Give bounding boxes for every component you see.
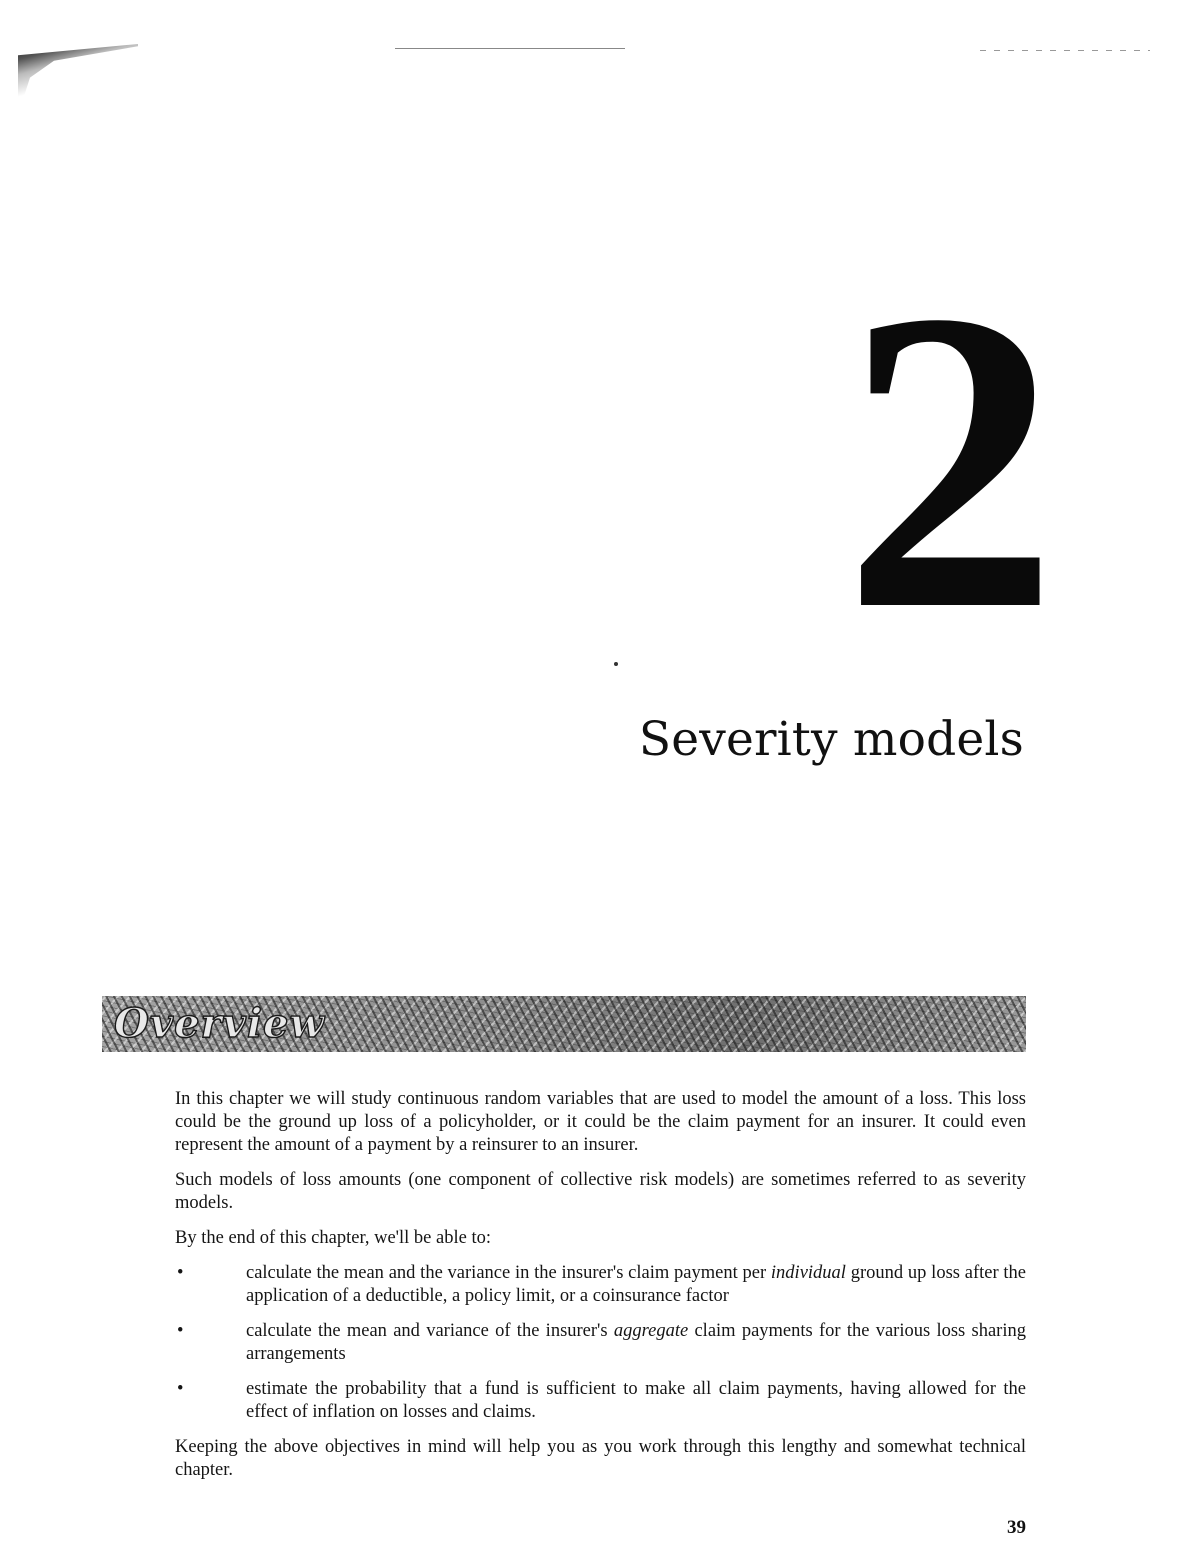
chapter-number: 2 (843, 223, 1058, 699)
objective-text: claim payments for the various loss sharing arrangements (246, 1321, 1026, 1364)
objective-text: ground up loss after the application of a deductible, a policy limit, or a coinsurance factor (246, 1263, 1026, 1306)
intro-paragraph: In this chapter we will study continuous random variables that are used to model the amount of a loss. This loss could be the ground up loss of a policyholder, or it could be the claim payment for an insurer. It could even represent the amount of a payment by a reinsurer to an insurer. (175, 1089, 1026, 1155)
overview-heading: Overview (114, 1000, 325, 1047)
objective-item (175, 1262, 1026, 1308)
objective-item (175, 1378, 1026, 1424)
objective-text: calculate the mean and variance of the insurer's (246, 1321, 614, 1341)
bullet-icon: • (177, 1263, 184, 1283)
overview-banner (102, 996, 1026, 1052)
scan-line-artifact (980, 50, 1150, 51)
scan-speck (614, 662, 618, 666)
overview-body (175, 1088, 1026, 1494)
objectives-list (175, 1262, 1026, 1424)
scan-corner-artifact (18, 44, 138, 100)
objective-emphasis: aggregate (613, 1321, 689, 1341)
intro-paragraph: Such models of loss amounts (one component of collective risk models) are sometimes referred to as severity models. (175, 1170, 1026, 1213)
objective-item (175, 1320, 1026, 1366)
objective-text: calculate the mean and the variance in the insurer's claim payment per (246, 1263, 771, 1283)
bullet-icon: • (177, 1321, 184, 1341)
page-number: 39 (1007, 1517, 1026, 1538)
objective-text: estimate the probability that a fund is sufficient to make all claim payments, having allowed for the effect of inflation on losses and claims. (246, 1379, 1026, 1422)
scan-line-artifact (395, 48, 625, 49)
closing-paragraph: Keeping the above objectives in mind will help you as you work through this lengthy and somewhat technical chapter. (175, 1437, 1026, 1480)
objectives-lead: By the end of this chapter, we'll be able to: (175, 1228, 491, 1248)
bullet-icon: • (177, 1379, 184, 1399)
chapter-title: Severity models (638, 712, 1024, 767)
objective-emphasis: individual (770, 1263, 846, 1283)
